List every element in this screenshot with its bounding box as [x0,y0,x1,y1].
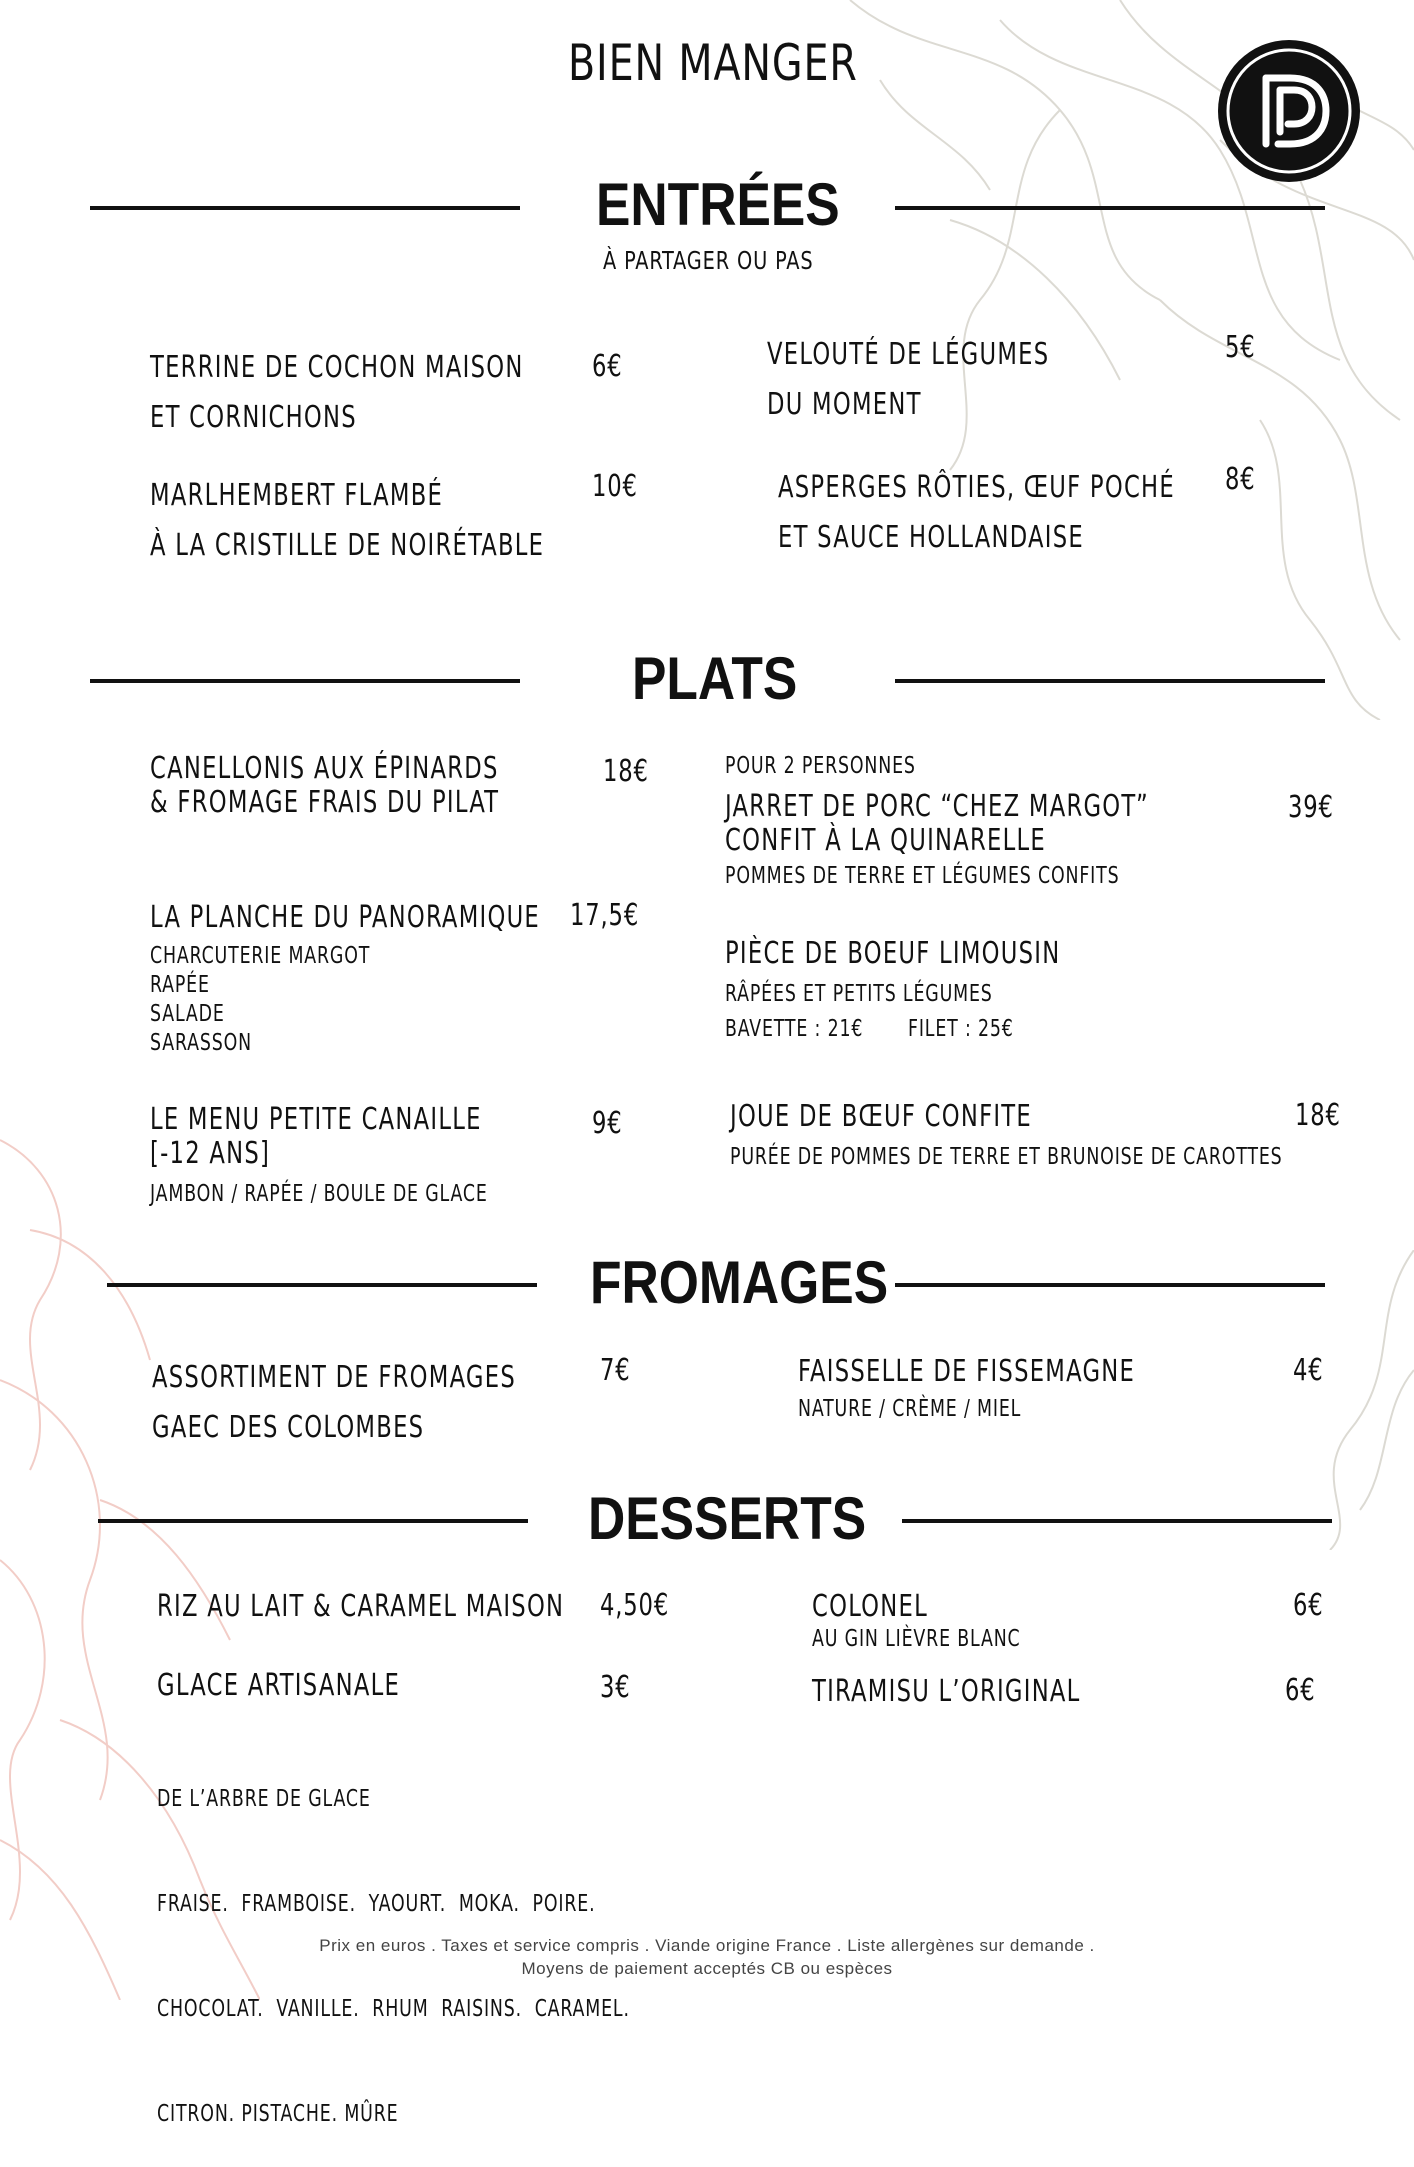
menu-item-piece-boeuf-details: RÂPÉES ET PETITS LÉGUMES [725,981,993,1007]
divider-entrees-right [895,206,1325,210]
menu-item-jarret-note: POUR 2 PERSONNES [725,753,916,779]
menu-item-canellonis: CANELLONIS AUX ÉPINARDS & FROMAGE FRAIS DU PILAT [150,751,500,820]
menu-item-jarret: JARRET DE PORC “CHEZ MARGOT” CONFIT À LA QUINARELLE [725,789,1149,858]
logo-dp-icon [1218,40,1360,182]
price-terrine: 6€ [592,349,623,384]
menu-item-colonel-details: AU GIN LIÈVRE BLANC [812,1626,1021,1652]
page-title: BIEN MANGER [568,34,858,92]
menu-item-terrine: TERRINE DE COCHON MAISON ET CORNICHONS [150,350,524,435]
menu-item-marlhembert: MARLHEMBERT FLAMBÉ À LA CRISTILLE DE NOIRÉTABLE [150,478,545,563]
floral-decoration-bottom-right [1200,1250,1414,1550]
price-riz-au-lait: 4,50€ [600,1588,670,1623]
section-heading-plats: PLATS [632,645,798,712]
menu-item-planche: LA PLANCHE DU PANORAMIQUE [150,900,541,935]
price-marlhembert: 10€ [592,469,638,504]
menu-item-jarret-details: POMMES DE TERRE ET LÉGUMES CONFITS [725,863,1120,889]
price-canellonis: 18€ [603,754,649,789]
price-jarret: 39€ [1288,790,1334,825]
section-subtitle-entrees: À PARTAGER OU PAS [603,246,814,275]
menu-item-planche-details: CHARCUTERIE MARGOT RAPÉE SALADE SARASSON [150,943,371,1056]
menu-item-veloute: VELOUTÉ DE LÉGUMES DU MOMENT [767,337,1050,422]
menu-item-glace-artisanale: GLACE ARTISANALE [157,1668,401,1703]
price-asperges: 8€ [1225,462,1256,497]
divider-desserts-left [98,1519,528,1523]
price-glace-artisanale: 3€ [600,1670,631,1705]
divider-desserts-right [902,1519,1332,1523]
menu-item-faisselle-details: NATURE / CRÈME / MIEL [798,1396,1022,1422]
footer-payment-line: Moyens de paiement acceptés CB ou espèces [521,1959,893,1978]
divider-fromages-left [107,1283,537,1287]
menu-item-joue-boeuf-details: PURÉE DE POMMES DE TERRE ET BRUNOISE DE CAROTTES [730,1144,1283,1170]
menu-item-asperges: ASPERGES RÔTIES, ŒUF POCHÉ ET SAUCE HOLLANDAISE [778,470,1175,555]
price-petite-canaille: 9€ [592,1106,623,1141]
menu-item-petite-canaille: LE MENU PETITE CANAILLE [-12 ANS] [150,1102,482,1171]
menu-item-colonel: COLONEL [812,1589,928,1624]
menu-item-petite-canaille-details: JAMBON / RAPÉE / BOULE DE GLACE [150,1181,488,1207]
section-heading-desserts: DESSERTS [588,1485,867,1552]
price-colonel: 6€ [1293,1588,1324,1623]
price-planche: 17,5€ [570,898,640,933]
divider-plats-right [895,679,1325,683]
divider-fromages-right [895,1283,1325,1287]
menu-item-riz-au-lait: RIZ AU LAIT & CARAMEL MAISON [157,1589,565,1624]
price-assortiment-fromages: 7€ [600,1353,631,1388]
footer-legal-line: Prix en euros . Taxes et service compris . Viande origine France . Liste allergènes sur demande . [319,1936,1095,1955]
price-faisselle: 4€ [1293,1353,1324,1388]
divider-entrees-left [90,206,520,210]
menu-item-assortiment-fromages: ASSORTIMENT DE FROMAGES GAEC DES COLOMBES [152,1360,516,1445]
option-bavette: BAVETTE : 21€ [725,1016,864,1042]
menu-item-tiramisu: TIRAMISU L’ORIGINAL [812,1674,1081,1709]
section-heading-fromages: FROMAGES [590,1249,889,1316]
price-veloute: 5€ [1225,330,1256,365]
menu-item-faisselle: FAISSELLE DE FISSEMAGNE [798,1354,1136,1389]
menu-item-joue-boeuf: JOUE DE BŒUF CONFITE [730,1099,1033,1134]
divider-plats-left [90,679,520,683]
option-filet: FILET : 25€ [908,1016,1014,1042]
section-heading-entrees: ENTRÉES [596,171,840,238]
price-tiramisu: 6€ [1285,1673,1316,1708]
price-joue-boeuf: 18€ [1295,1098,1341,1133]
menu-item-piece-boeuf: PIÈCE DE BOEUF LIMOUSIN [725,936,1061,971]
menu-item-glace-artisanale-details: DE L’ARBRE DE GLACE FRAISE. FRAMBOISE. YAOURT. MOKA. POIRE. CHOCOLAT. VANILLE. RHUM RAISINS. CARAMEL. CITRON. PISTACHE. MÛRE [157,1786,630,2127]
